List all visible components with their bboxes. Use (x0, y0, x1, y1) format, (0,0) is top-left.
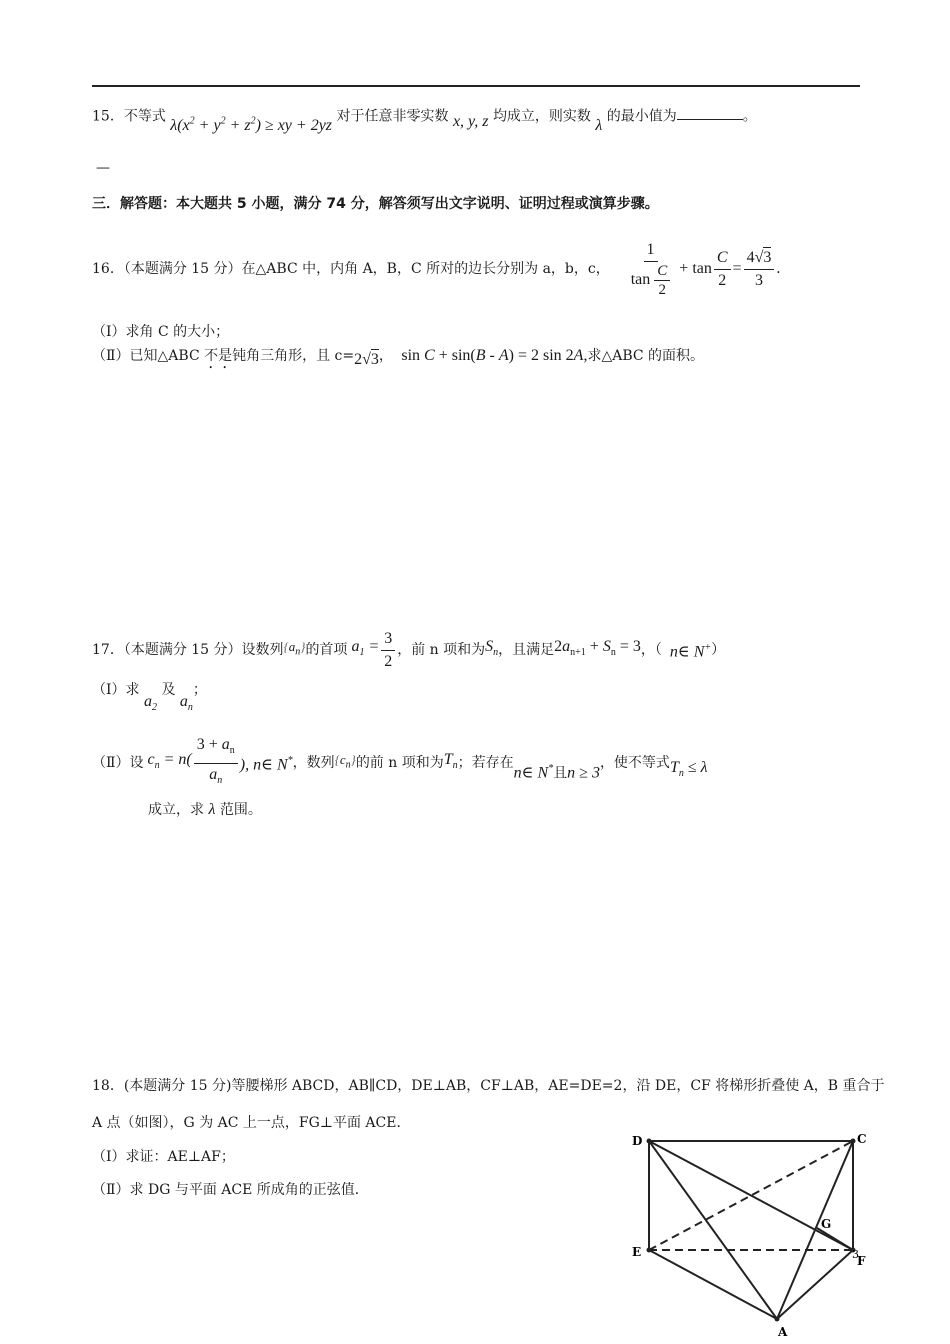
label-g: G (821, 1217, 832, 1231)
q17-a2: $a_2$ (143, 693, 157, 714)
q16-part2-text: （Ⅱ）已知△ABC (92, 348, 205, 364)
vertex-a (775, 1317, 780, 1322)
q16-part1: （Ⅰ）求角 C 的大小； (92, 324, 230, 340)
q17-cn-frac: $\frac{3 + a_n}{a_n}$ (194, 734, 238, 791)
q17-part1-text: ； (192, 682, 207, 698)
q15-vars: x, y, z (452, 113, 489, 131)
q17-text: ） (711, 642, 726, 658)
edge-da (649, 1141, 777, 1319)
label-a: A (778, 1325, 788, 1339)
vertex-c (851, 1139, 856, 1144)
label-stray-3: 3 (852, 1248, 859, 1261)
q16-equation: sin C + sin(B - A) = 2 sin 2A, (397, 347, 588, 364)
edge-fg (817, 1228, 853, 1250)
vertex-d (647, 1139, 652, 1144)
q16-formula-frac3: $\frac{4√3}{3}$ (744, 247, 775, 292)
q16-formula-period: . (776, 260, 781, 277)
q17-seq-cn: $\{c_n\}$ (334, 752, 356, 771)
q17-domain: n∈ N+ (661, 641, 712, 661)
q17-part2-text: 成立，求 (148, 802, 204, 818)
q17-a1: $a_1$ = (347, 637, 380, 659)
q15-end: 。 (742, 108, 757, 125)
q16-formula-frac2: $\frac{C}{2}$ (714, 247, 731, 292)
question-17 (92, 628, 725, 672)
answer-blank[interactable] (677, 107, 743, 120)
q16-intro: 16．（本题满分 15 分）在△ABC 中，内角 A，B，C 所对的边长分别为 a，b，c， (92, 261, 610, 277)
q17-part2-cont (148, 800, 262, 820)
q17-part1 (92, 680, 207, 714)
q16-part2-text: 钝角三角形，且 c= (232, 348, 355, 364)
q17-part2-text: ，使不等式 (599, 755, 670, 771)
q17-text: 的首项 (305, 642, 348, 658)
q16-formula-plus: + tan (675, 260, 712, 277)
q15-text: 的最小值为 (606, 108, 677, 125)
q16-part2-text: 求△ABC 的面积。 (587, 348, 705, 364)
q17-text: 17．（本题满分 15 分）设数列 (92, 642, 284, 658)
q17-an: $a_n$ (179, 693, 193, 714)
q16-c-value: 2√3 (354, 351, 379, 368)
q17-text: ，且满足 (498, 642, 555, 658)
q15-text: 不等式 (123, 108, 166, 125)
q15-lambda: λ (595, 117, 603, 135)
vertex-e (647, 1248, 652, 1253)
q17-part1-text: （Ⅰ）求 (92, 682, 140, 698)
q15-text: 均成立，则实数 (492, 108, 591, 125)
q17-part2-text: （Ⅱ）设 (92, 755, 144, 771)
top-rule (92, 85, 860, 87)
q17-inequality: $T_n \le \lambda$ (669, 758, 708, 780)
q17-part2-text: ；若存在 (457, 755, 514, 771)
q17-cn-domain: ), n∈ N* (239, 754, 293, 774)
q17-tn: $T_n$ (443, 750, 458, 772)
edge-ea (649, 1250, 777, 1319)
q17-part2-text: 范围。 (219, 802, 262, 818)
q17-cn-def: $c_n = n$( (143, 750, 192, 772)
question-15 (92, 102, 757, 135)
q17-condition: $2a_{n+1} + S_n = 3$ (554, 637, 641, 659)
q17-a1-frac: $\frac{3}{2}$ (381, 628, 395, 673)
q17-part2-text: ，数列 (292, 755, 335, 771)
q18-part1: （Ⅰ）求证：AE⊥AF； (92, 1149, 235, 1165)
section-3-heading: 三．解答题：本大题共 5 小题，满分 74 分，解答须写出文字说明、证明过程或演算步骤。 (92, 196, 659, 212)
folded-trapezoid-figure (625, 1124, 885, 1344)
q15-number: 15． (92, 108, 124, 125)
q18-part2: （Ⅱ）求 DG 与平面 ACE 所成角的正弦值． (92, 1182, 369, 1198)
label-e: E (632, 1245, 642, 1259)
q17-part2-text: 的前 n 项和为 (355, 755, 444, 771)
q17-lambda: λ (208, 801, 216, 818)
q17-text: ，前 n 项和为 (397, 642, 486, 658)
question-16 (92, 234, 780, 304)
label-d: D (632, 1134, 643, 1148)
q16-part2-text: ， (378, 348, 393, 364)
q15-text: 对于任意非零实数 (336, 108, 449, 125)
q16-formula-frac1: 1 tan $\frac{C}{2}$ (628, 239, 674, 299)
q17-seq-an: $\{a_n\}$ (283, 639, 306, 658)
q16-part2 (92, 346, 704, 372)
label-f: F (857, 1254, 866, 1268)
label-c: C (857, 1132, 867, 1146)
q15-inequality: $\lambda(x^2 + y^2 + z^2)$ ≥ xy + 2yz (170, 116, 333, 135)
q17-sn: $S_n$ (485, 637, 499, 659)
q15-dash: — (96, 160, 110, 176)
q17-exists: n∈ N*且n ≥ 3 (513, 762, 600, 782)
q18-line2: A 点（如图），G 为 AC 上一点，FG⊥平面 ACE． (92, 1115, 411, 1131)
edge-fa (777, 1250, 853, 1319)
q17-part1-text: 及 (161, 682, 176, 698)
q16-formula-eq: = (732, 260, 742, 277)
q18-line1: 18．(本题满分 15 分)等腰梯形 ABCD，AB∥CD，DE⊥AB，CF⊥AB，AE=DE=2，沿 DE，CF 将梯形折叠使 A，B 重合于 (92, 1078, 885, 1094)
q17-text: ，（ (640, 642, 662, 658)
q16-emphasis: 不是 (204, 348, 233, 364)
q17-part2 (92, 738, 708, 788)
